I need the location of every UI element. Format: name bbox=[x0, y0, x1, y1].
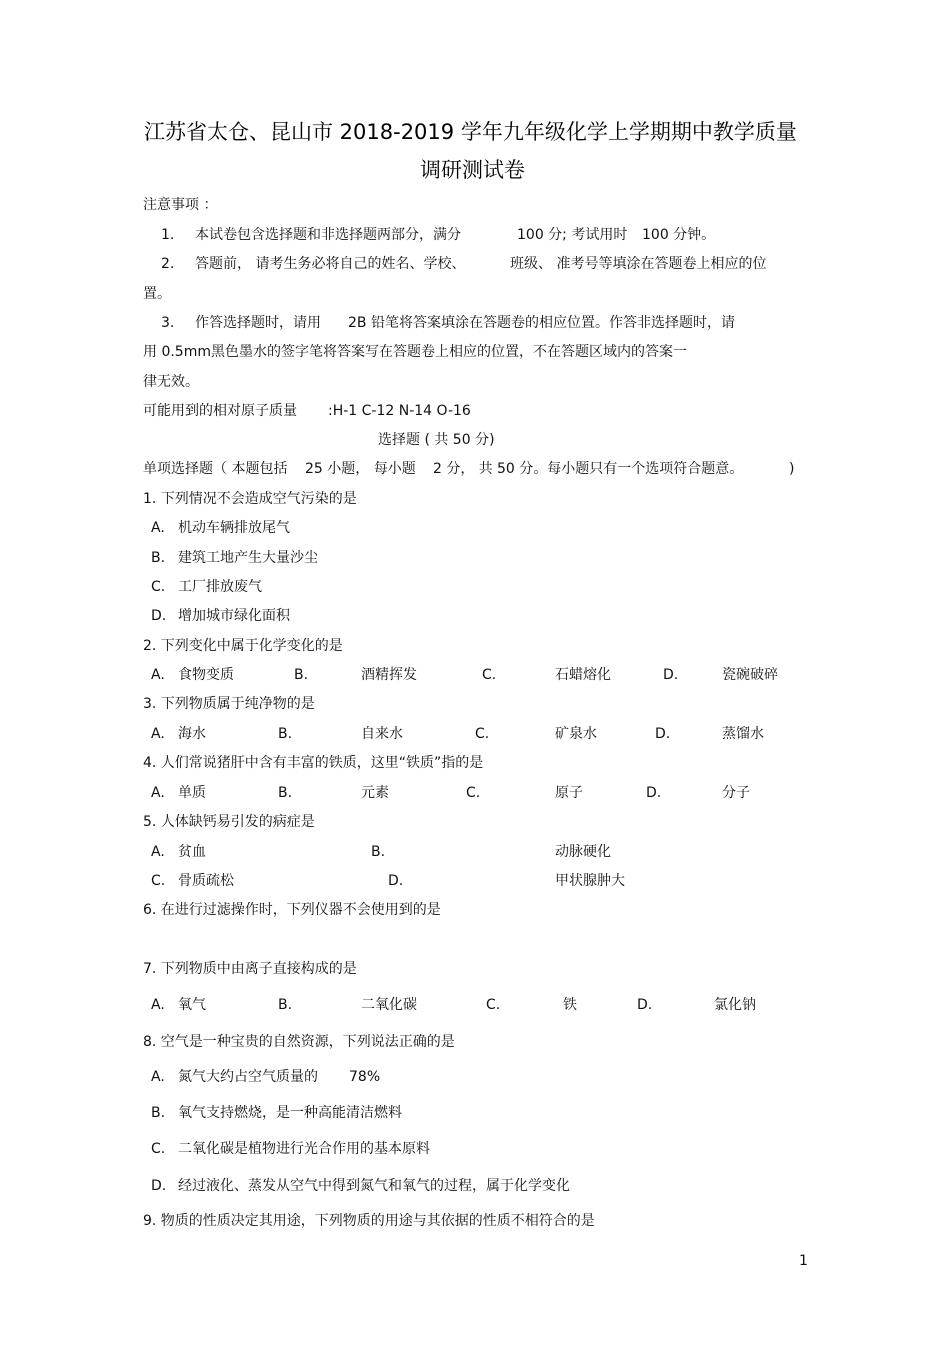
q7-option-d-text: 氯化钠 bbox=[714, 997, 756, 1013]
section-intro-c: 2 分， 共 bbox=[433, 461, 493, 477]
q8-option-b-text: 氧气支持燃烧，是一种高能清洁燃料 bbox=[178, 1105, 402, 1121]
section-intro-close: ) bbox=[789, 461, 795, 477]
atomic-mass-label: 可能用到的相对原子质量 bbox=[143, 403, 297, 419]
q5-option-d-text: 甲状腺肿大 bbox=[555, 873, 625, 889]
atomic-mass-values: :H-1 C-12 N-14 O-16 bbox=[328, 403, 471, 419]
q1-option-c-text: 工厂排放废气 bbox=[178, 579, 262, 595]
notice-item1-text-a: 本试卷包含选择题和非选择题两部分，满分 bbox=[195, 227, 461, 243]
q8-option-d-letter: D. bbox=[151, 1178, 167, 1194]
q4-option-b-letter: B. bbox=[278, 785, 293, 801]
q8-option-c-text: 二氧化碳是植物进行光合作用的基本原料 bbox=[178, 1141, 430, 1157]
q1-option-a-text: 机动车辆排放尾气 bbox=[178, 520, 290, 536]
notice-item2-text-a: 答题前， 请考生务必将自己的姓名、学校、 bbox=[195, 256, 466, 272]
q2-option-c-text: 石蜡熔化 bbox=[555, 667, 611, 683]
section-intro-b: 25 小题， 每小题 bbox=[305, 461, 416, 477]
q8-option-c-letter: C. bbox=[151, 1141, 166, 1157]
notice-item3-text-b: 2B 铅笔将答案填涂在答题卷的相应位置。作答非选择题时，请 bbox=[348, 315, 735, 331]
notice-item3-text-a: 作答选择题时，请用 bbox=[195, 315, 321, 331]
notice-heading: 注意事项 ： bbox=[143, 197, 218, 213]
q4-option-b-text: 元素 bbox=[361, 785, 389, 801]
q5-option-b-letter: B. bbox=[371, 844, 386, 860]
section-intro-d: 50 分。每小题只有一个选项符合题意。 bbox=[497, 461, 744, 477]
q1-option-b-letter: B. bbox=[151, 550, 166, 566]
q1-option-a-letter: A. bbox=[151, 520, 165, 536]
q7-option-c-text: 铁 bbox=[563, 997, 577, 1013]
notice-item3-line2: 用 0.5mm黑色墨水的签字笔将答案写在答题卷上相应的位置，不在答题区域内的答案一 bbox=[143, 344, 687, 360]
q2-option-a-letter: A. bbox=[151, 667, 165, 683]
section-intro-a: 单项选择题（ 本题包括 bbox=[143, 461, 288, 477]
q3-option-d-letter: D. bbox=[655, 726, 671, 742]
q4-option-c-letter: C. bbox=[466, 785, 481, 801]
question-5-stem: 5. 人体缺钙易引发的病症是 bbox=[143, 814, 315, 830]
question-6-stem: 6. 在进行过滤操作时，下列仪器不会使用到的是 bbox=[143, 902, 441, 918]
q3-option-a-text: 海水 bbox=[178, 726, 206, 742]
q7-option-a-text: 氧气 bbox=[178, 997, 206, 1013]
q4-option-a-letter: A. bbox=[151, 785, 165, 801]
exam-title-line2: 调研测试卷 bbox=[420, 158, 525, 182]
q8-option-a-letter: A. bbox=[151, 1069, 165, 1085]
notice-item1-text-b: 100 分; 考试用时 bbox=[517, 227, 628, 243]
question-7-stem: 7. 下列物质中由离子直接构成的是 bbox=[143, 961, 357, 977]
q8-option-b-letter: B. bbox=[151, 1105, 166, 1121]
question-8-stem: 8. 空气是一种宝贵的自然资源，下列说法正确的是 bbox=[143, 1034, 455, 1050]
q1-option-d-letter: D. bbox=[151, 608, 167, 624]
q3-option-b-letter: B. bbox=[278, 726, 293, 742]
q3-option-a-letter: A. bbox=[151, 726, 165, 742]
q8-option-a-text: 氮气大约占空气质量的 bbox=[178, 1069, 318, 1085]
notice-item2-number: 2. bbox=[161, 256, 175, 272]
q8-option-d-text: 经过液化、蒸发从空气中得到氮气和氧气的过程，属于化学变化 bbox=[178, 1178, 570, 1194]
q3-option-c-text: 矿泉水 bbox=[555, 726, 597, 742]
q3-option-d-text: 蒸馏水 bbox=[722, 726, 764, 742]
notice-item2-continued: 置。 bbox=[143, 286, 171, 302]
question-4-stem: 4. 人们常说猪肝中含有丰富的铁质，这里“铁质”指的是 bbox=[143, 755, 484, 771]
q1-option-d-text: 增加城市绿化面积 bbox=[178, 608, 290, 624]
notice-item2-text-b: 班级、 准考号等填涂在答题卷上相应的位 bbox=[510, 256, 767, 272]
q8-option-a-value: 78% bbox=[349, 1069, 381, 1085]
q5-option-b-text: 动脉硬化 bbox=[555, 844, 611, 860]
question-2-stem: 2. 下列变化中属于化学变化的是 bbox=[143, 638, 343, 654]
q4-option-d-text: 分子 bbox=[722, 785, 750, 801]
q2-option-d-text: 瓷碗破碎 bbox=[722, 667, 778, 683]
q2-option-d-letter: D. bbox=[663, 667, 679, 683]
notice-item1-text-c: 100 分钟。 bbox=[642, 227, 716, 243]
page-number: 1 bbox=[799, 1253, 808, 1269]
q5-option-c-text: 骨质疏松 bbox=[178, 873, 234, 889]
q4-option-d-letter: D. bbox=[646, 785, 662, 801]
q7-option-b-letter: B. bbox=[278, 997, 293, 1013]
q3-option-b-text: 自来水 bbox=[361, 726, 403, 742]
q7-option-c-letter: C. bbox=[486, 997, 501, 1013]
q2-option-a-text: 食物变质 bbox=[178, 667, 234, 683]
exam-title-line1: 江苏省太仓、昆山市 2018-2019 学年九年级化学上学期期中教学质量 bbox=[144, 120, 797, 144]
q7-option-d-letter: D. bbox=[637, 997, 653, 1013]
q2-option-c-letter: C. bbox=[482, 667, 497, 683]
q2-option-b-text: 酒精挥发 bbox=[361, 667, 417, 683]
q5-option-c-letter: C. bbox=[151, 873, 166, 889]
notice-item3-number: 3. bbox=[161, 315, 175, 331]
q5-option-d-letter: D. bbox=[388, 873, 404, 889]
q4-option-c-text: 原子 bbox=[555, 785, 583, 801]
q4-option-a-text: 单质 bbox=[178, 785, 206, 801]
question-9-stem: 9. 物质的性质决定其用途，下列物质的用途与其依据的性质不相符合的是 bbox=[143, 1213, 595, 1229]
q1-option-c-letter: C. bbox=[151, 579, 166, 595]
q7-option-a-letter: A. bbox=[151, 997, 165, 1013]
question-3-stem: 3. 下列物质属于纯净物的是 bbox=[143, 696, 315, 712]
section-heading: 选择题 ( 共 50 分) bbox=[378, 432, 495, 448]
q3-option-c-letter: C. bbox=[475, 726, 490, 742]
q5-option-a-text: 贫血 bbox=[178, 844, 206, 860]
notice-item3-line3: 律无效。 bbox=[143, 374, 199, 390]
q2-option-b-letter: B. bbox=[294, 667, 309, 683]
q1-option-b-text: 建筑工地产生大量沙尘 bbox=[178, 550, 318, 566]
notice-item1-number: 1. bbox=[161, 227, 175, 243]
q5-option-a-letter: A. bbox=[151, 844, 165, 860]
question-1-stem: 1. 下列情况不会造成空气污染的是 bbox=[143, 491, 357, 507]
q7-option-b-text: 二氧化碳 bbox=[361, 997, 417, 1013]
